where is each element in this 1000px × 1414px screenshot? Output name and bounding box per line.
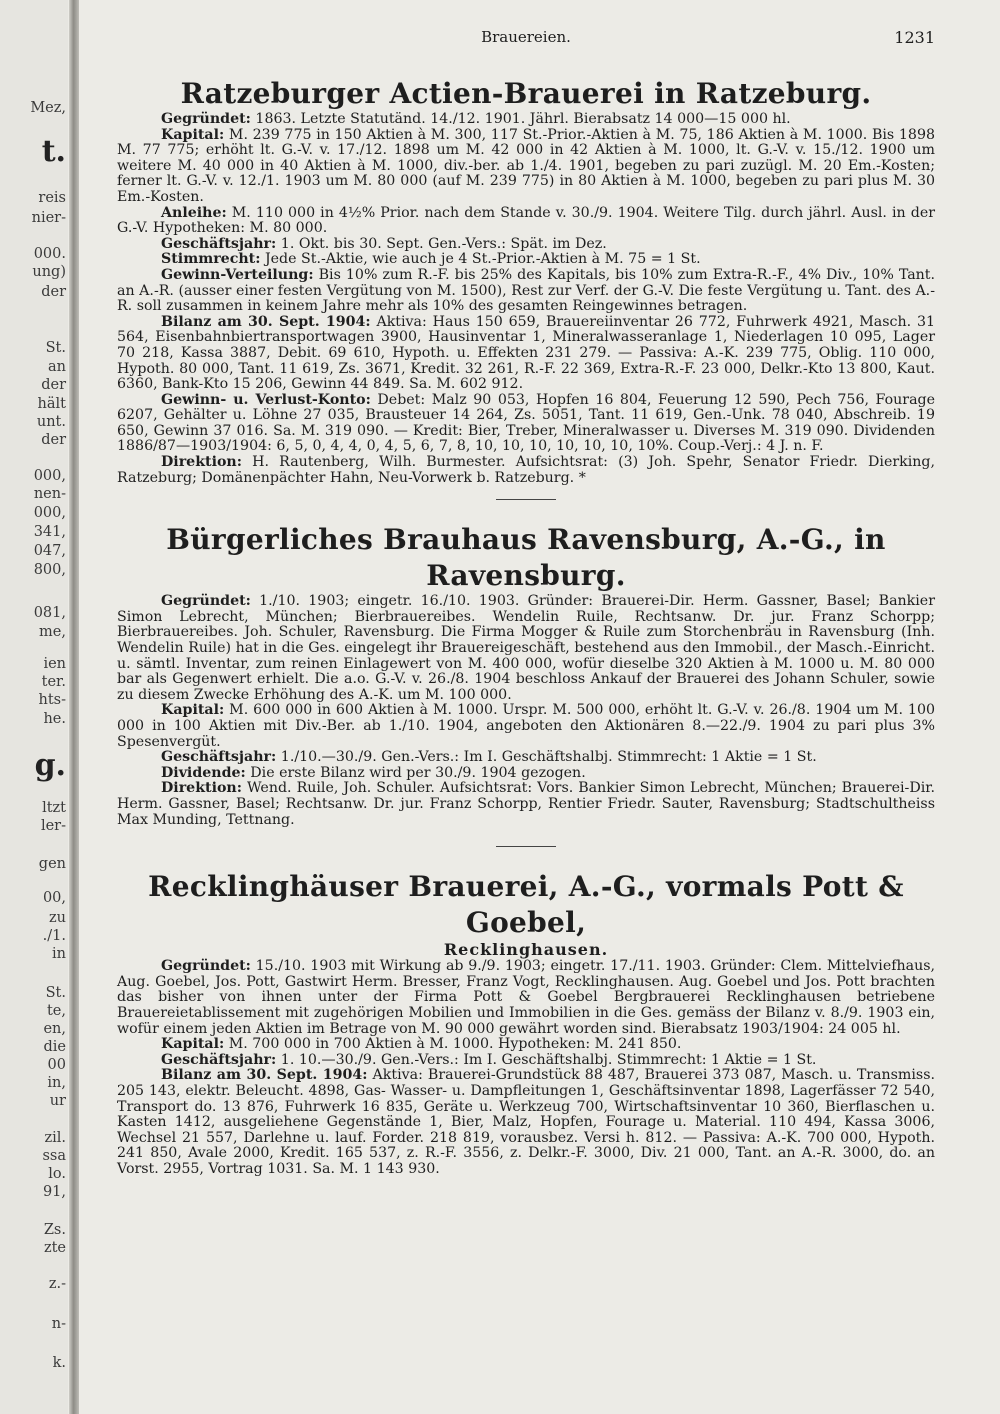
field-label: Gewinn- u. Verlust-Konto: — [161, 391, 371, 408]
margin-fragment: die — [43, 1039, 66, 1055]
field-text: Aktiva: Brauerei-Grundstück 88 487, Brauerei 373 087, Masch. u. Transmiss. 205 143, elektr. Beleucht. 4898, Gas- Wasser- u. Dampfleitungen 1, Geschäftsinventar 1898, Lagerfässer 72 540, Transport do. 13 876, Fuhrwerk 16 835, Geräte u. Werkzeug 700, Wirtschaftsinventar 10 360, Bierflaschen u. Kasten 1412, ausgeliehene Gegenstände 1, Bier, Malz, Hopfen, Fourage u. Material. 110 494, Kassa 3006, Wechsel 21 557, Darlehne u. lauf. Forder. 218 819, vorausbez. Versi h. 812. — Passiva: A.-K. 700 000, Hypoth. 241 850, Avale 2000, Kredit. 165 537, z. R.-F. 3556, z. Delkr.-F. 3000, Div. 21 000, Tant. an A.-R. 3000, do. an Vorst. 2955, Vortrag 1031. Sa. M. 1 143 930. — [117, 1067, 935, 1177]
margin-fragment: an — [48, 359, 66, 375]
margin-fragment: ung) — [32, 264, 66, 280]
entry-paragraph — [117, 252, 935, 268]
field-label: Kapital: — [161, 1036, 225, 1053]
field-label: Direktion: — [161, 454, 242, 471]
field-text: M. 600 000 in 600 Aktien à M. 1000. Urspr. M. 500 000, erhöht lt. G.-V. v. 26./8. 1904 um M. 100 000 in 100 Aktien mit Div.-Ber. ab 1./10. 1904, angeboten den Aktionären 8.—22./9. 1904 zu pari plus 3% Spesenvergüt. — [117, 702, 935, 750]
field-text: 1. Okt. bis 30. Sept. Gen.-Vers.: Spät. im Dez. — [276, 235, 607, 252]
entry-paragraph — [117, 237, 935, 253]
field-text: 1863. Letzte Statutänd. 14./12. 1901. Jährl. Bierabsatz 14 000—15 000 hl. — [250, 111, 791, 127]
company-title: Bürgerliches Brauhaus Ravensburg, A.-G., in Ravensburg. — [166, 523, 886, 593]
field-text: M. 239 775 in 150 Aktien à M. 300, 117 St.-Prior.-Aktien à M. 75, 186 Aktien à M. 1000. Bis 1898 M. 77 775; erhöht lt. G.-V. v. 17./12. 1898 um M. 42 000 in 42 Aktien à M. 1000, lt. G.-V. v. 15./12. 1900 um weitere M. 40 000 in 40 Aktien à M. 1000, div.-ber. ab 1./4. 1901, begeben zu pari zuzügl. M. 20 Em.-Kosten; ferner lt. G.-V. v. 12./1. 1903 um M. 80 000 (auf M. 239 775) in 80 Aktien à M. 1000, begeben zu pari plus M. 30 Em.-Kosten. — [117, 126, 935, 205]
margin-fragment: 00 — [47, 1057, 66, 1073]
margin-fragment: k. — [52, 1355, 66, 1371]
field-label: Geschäftsjahr: — [161, 235, 277, 252]
field-label: Gegründet: — [161, 958, 251, 975]
margin-fragment: lo. — [48, 1166, 66, 1182]
margin-fragment: gen — [38, 856, 66, 872]
margin-fragment: 341, — [33, 524, 66, 540]
margin-fragment: en, — [43, 1021, 66, 1037]
company-entry-ratzeburg — [117, 76, 935, 486]
running-head — [117, 30, 935, 56]
field-label: Geschäftsjahr: — [161, 749, 277, 766]
company-city: Recklinghausen. — [443, 940, 609, 960]
field-label: Direktion: — [161, 780, 242, 797]
field-text: Bis 10% zum R.-F. bis 25% des Kapitals, bis 10% zum Extra-R.-F., 4% Div., 10% Tant. an A.-R. (ausser einer festen Vergütung von M. 1500), Rest zur Verf. der G.-V. Die feste Vergütung u. Tant. des A.-R. soll zusammen in keinem Jahre mehr als 10% des gesamten Reingewinnes betragen. — [117, 266, 935, 315]
margin-fragment: g. — [34, 748, 66, 783]
margin-fragment: in — [52, 946, 66, 962]
field-label: Anleihe: — [161, 204, 227, 221]
margin-fragment: te, — [46, 1003, 66, 1019]
field-label: Kapital: — [161, 702, 225, 719]
field-label: Stimmrecht: — [161, 251, 261, 268]
field-text: 1./10.—30./9. Gen.-Vers.: Im I. Geschäftshalbj. Stimmrecht: 1 Aktie = 1 St. — [276, 749, 817, 766]
field-text: Jede St.-Aktie, wie auch je 4 St.-Prior.-Aktien à M. 75 = 1 St. — [260, 251, 701, 268]
field-label: Gewinn-Verteilung: — [161, 266, 314, 283]
field-label: Dividende: — [161, 764, 246, 781]
margin-fragment: 000, — [33, 505, 66, 521]
section-divider — [496, 499, 556, 500]
margin-fragment: ssa — [42, 1148, 66, 1164]
margin-fragment: 000. — [33, 246, 66, 262]
field-text: Die erste Bilanz wird per 30./9. 1904 gezogen. — [245, 764, 586, 781]
margin-fragment: zil. — [44, 1130, 66, 1146]
margin-fragment: der — [41, 284, 66, 300]
entry-paragraph — [117, 594, 935, 703]
field-label: Bilanz am 30. Sept. 1904: — [161, 313, 371, 330]
field-text: 15./10. 1903 mit Wirkung ab 9./9. 1903; eingetr. 17./11. 1903. Gründer: Clem. Mittelviefhaus, Aug. Goebel, Jos. Pott, Gastwirt Herm. Bresser, Franz Vogt, Recklinghausen. Aug. Goebel und Jos. Pott brachten das bisher von ihnen unter der Firma Pott & Goebel Bergbrauerei Recklinghausen betriebene Brauereietablissement mit zugehörigen Mobilien und Immobilien in die Ges. gemäss der Bilanz v. 8./9. 1903 ein, wofür einem jeden Aktien im Betrage von M. 90 000 gewährt worden sind. Bierabsatz 1903/1904: 24 005 hl. — [117, 958, 935, 1037]
entry-body — [117, 112, 935, 486]
margin-fragment: unt. — [36, 414, 66, 430]
entry-paragraph — [117, 766, 935, 782]
margin-fragment: ./1. — [42, 928, 66, 944]
company-title: Recklinghäuser Brauerei, A.-G., vormals Pott & Goebel, — [148, 870, 904, 940]
margin-fragment: der — [41, 377, 66, 393]
field-text: 1. 10.—30./9. Gen.-Vers.: Im I. Geschäftshalbj. Stimmrecht: 1 Aktie = 1 St. — [276, 1051, 817, 1068]
company-entry-ravensburg — [117, 522, 935, 828]
margin-fragment: t. — [41, 134, 66, 169]
margin-fragment: reis — [38, 190, 66, 206]
margin-fragment: zu — [49, 910, 66, 926]
margin-fragment: in, — [47, 1075, 66, 1091]
entry-paragraph — [117, 703, 935, 750]
margin-fragment: nier- — [31, 210, 66, 226]
field-text: M. 110 000 in 4½% Prior. nach dem Stande v. 30./9. 1904. Weitere Tilg. durch jährl. Ausl. in der G.-V. Hypotheken: M. 80 000. — [117, 204, 935, 237]
company-title: Ratzeburger Actien-Brauerei in Ratzeburg. — [180, 77, 872, 110]
entry-paragraph — [117, 750, 935, 766]
field-text: H. Rautenberg, Wilh. Burmester. Aufsichtsrat: (3) Joh. Spehr, Senator Friedr. Dierking, Ratzeburg; Domänenpächter Hahn, Neu-Vorwerk b. Ratzeburg. * — [117, 454, 935, 486]
entry-paragraph — [117, 128, 935, 206]
margin-fragment: St. — [45, 340, 66, 356]
margin-fragment: n- — [51, 1316, 66, 1332]
margin-fragment: hts- — [38, 692, 66, 708]
company-entry-recklinghausen — [117, 869, 935, 1177]
entry-paragraph — [117, 959, 935, 1037]
field-label: Geschäftsjahr: — [161, 1051, 277, 1068]
margin-fragment: 800, — [33, 562, 66, 578]
entry-paragraph — [117, 393, 935, 455]
margin-fragment: 081, — [33, 605, 66, 621]
field-label: Kapital: — [161, 126, 225, 143]
running-head-title: Brauereien. — [481, 28, 571, 46]
field-label: Bilanz am 30. Sept. 1904: — [161, 1067, 368, 1084]
entry-body — [117, 959, 935, 1177]
entry-paragraph — [117, 206, 935, 237]
field-text: Debet: Malz 90 053, Hopfen 16 804, Feuerung 12 590, Pech 756, Fourage 6207, Gehälter u. Löhne 27 035, Brausteuer 14 264, Zs. 5051, Tant. 11 619, Gen.-Unk. 78 040, Abschreib. 19 650, Gewinn 37 016. Sa. M. 319 090. — Kredit: Bier, Treber, Mineralwasser u. Diverses M. 319 090. Dividenden 1886/87—1903/1904: 6, 5, 0, 4, 4, 0, 4, 5, 6, 7, 8, 10, 10, 10, 10, 10, 10, 10%. Coup.-Verj.: 4 J. n. F. — [117, 391, 936, 455]
margin-fragment: St. — [45, 985, 66, 1001]
margin-fragment: z.- — [48, 1276, 66, 1292]
book-gutter — [69, 0, 79, 1414]
field-text: 1./10. 1903; eingetr. 16./10. 1903. Gründer: Brauerei-Dir. Herm. Gassner, Basel; Bankier Simon Lebrecht, München; Bierbrauereibes. Wendelin Ruile, Rechtsanw. Dr. jur. Franz Schorpp; Bierbrauereibes. Joh. Schuler, Ravensburg. Die Firma Mogger & Ruile zum Storchenbräu in Ravensburg (Inh. Wendelin Ruile) hat in die Ges. eingelegt ihr Brauereigeschäft, bestehend aus den Immobil., der Masch.-Einricht. u. sämtl. Inventar, zum reinen Einlagewert von M. 400 000, wofür dieselbe 320 Aktien à M. 1000 u. M. 80 000 bar als Gegenwert erhielt. Die a.o. G.-V. v. 26./8. 1904 beschloss Ankauf der Brauerei des Johann Schuler, sowie zu diesem Zwecke Erhöhung des A.-K. um M. 100 000. — [117, 593, 935, 703]
field-label: Gegründet: — [161, 593, 251, 610]
margin-fragment: hält — [37, 396, 66, 412]
margin-fragment: 91, — [42, 1184, 66, 1200]
margin-fragment: ltzt — [42, 800, 66, 816]
margin-fragment: ur — [49, 1093, 66, 1109]
page-number: 1231 — [894, 28, 935, 47]
margin-fragment: he. — [43, 711, 66, 727]
margin-fragment: 00, — [42, 890, 66, 906]
page-content — [117, 30, 935, 1177]
facing-page-fragment — [0, 0, 68, 1414]
field-text: Aktiva: Haus 150 659, Brauereiinventar 26 772, Fuhrwerk 4921, Masch. 31 564, Eisenbahnbiertransportwagen 3900, Hausinventar 1, Mineralwasseranlage 1, Niederlagen 10 095, Lager 70 218, Kassa 3887, Debit. 69 610, Hypoth. u. Effekten 231 279. — Passiva: A.-K. 239 775, Oblig. 110 000, Hypoth. 80 000, Tant. 11 619, Zs. 3671, Kredit. 32 261, R.-F. 22 369, Extra-R.-F. 23 000, Delkr.-Kto 13 800, Kaut. 6360, Bank-Kto 15 206, Gewinn 44 849. Sa. M. 602 912. — [117, 313, 935, 393]
margin-fragment: ien — [43, 656, 66, 672]
margin-fragment: 047, — [33, 543, 66, 559]
entry-body — [117, 594, 935, 828]
entry-paragraph — [117, 1037, 935, 1053]
margin-fragment: ler- — [40, 818, 66, 834]
entry-paragraph — [117, 781, 935, 828]
entry-paragraph — [117, 112, 935, 128]
section-divider — [496, 846, 556, 847]
entry-paragraph — [117, 1053, 935, 1069]
margin-fragment: 000, — [33, 468, 66, 484]
field-label: Gegründet: — [161, 111, 251, 127]
entry-paragraph — [117, 315, 935, 393]
margin-fragment: Zs. — [43, 1222, 66, 1238]
margin-fragment: der — [41, 432, 66, 448]
margin-fragment: Mez, — [30, 100, 66, 116]
margin-fragment: me, — [39, 624, 66, 640]
field-text: Wend. Ruile, Joh. Schuler. Aufsichtsrat: Vors. Bankier Simon Lebrecht, München; Brauerei-Dir. Herm. Gassner, Basel; Rechtsanw. Dr. jur. Franz Schorpp, Rentier Friedr. Sauter, Ravensburg; Stadtschultheiss Max Munding, Tettnang. — [117, 780, 935, 828]
margin-fragment: nen- — [33, 486, 66, 502]
entry-paragraph — [117, 268, 935, 315]
field-text: M. 700 000 in 700 Aktien à M. 1000. Hypotheken: M. 241 850. — [224, 1036, 682, 1053]
margin-fragment: ter. — [41, 674, 66, 690]
margin-fragment: zte — [43, 1240, 66, 1256]
entry-paragraph — [117, 455, 935, 486]
entry-paragraph — [117, 1068, 935, 1177]
